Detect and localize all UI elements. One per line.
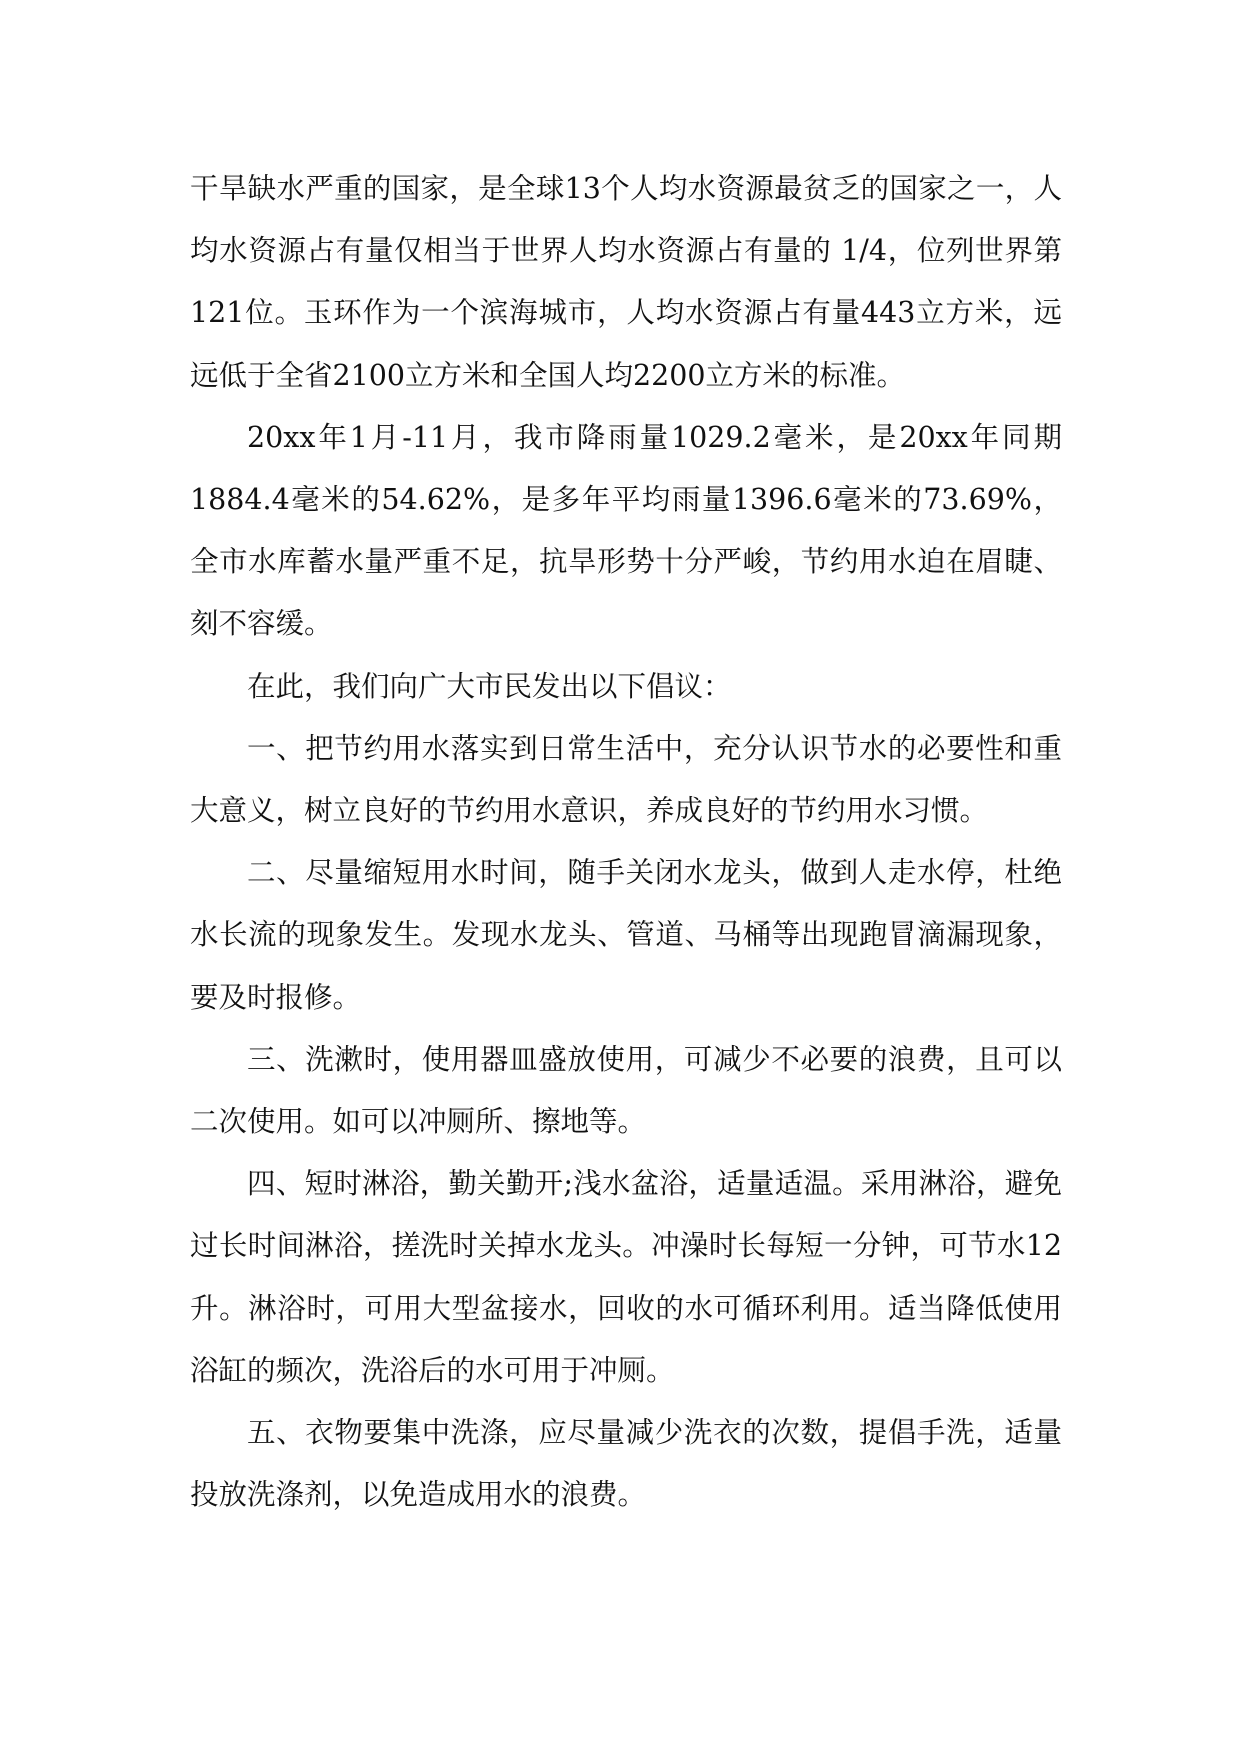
document-body bbox=[190, 158, 1062, 1526]
paragraph-item-2: 二、尽量缩短用水时间，随手关闭水龙头，做到人走水停，杜绝水长流的现象发生。发现水龙头、管道、马桶等出现跑冒滴漏现象，要及时报修。 bbox=[190, 856, 1062, 1014]
paragraph-item-1: 一、把节约用水落实到日常生活中，充分认识节水的必要性和重大意义，树立良好的节约用水意识，养成良好的节约用水习惯。 bbox=[190, 731, 1062, 828]
paragraph-item-5: 五、衣物要集中洗涤，应尽量减少洗衣的次数，提倡手洗，适量投放洗涤剂，以免造成用水的浪费。 bbox=[190, 1416, 1062, 1512]
paragraph-item-3: 三、洗漱时，使用器皿盛放使用，可减少不必要的浪费，且可以二次使用。如可以冲厕所、擦地等。 bbox=[190, 1042, 1062, 1139]
paragraph-water-scarcity: 干旱缺水严重的国家，是全球13个人均水资源最贫乏的国家之一，人均水资源占有量仅相当于世界人均水资源占有量的 1/4，位列世界第121位。玉环作为一个滨海城市，人均水资源占有量443立方米，远远低于全省2100立方米和全国人均2200立方米的标准。 bbox=[190, 172, 1062, 392]
paragraph-proposal-intro: 在此，我们向广大市民发出以下倡议： bbox=[247, 669, 732, 703]
paragraph-rainfall-statistics: 20xx年1月-11月，我市降雨量1029.2毫米，是20xx年同期1884.4毫米的54.62%，是多年平均雨量1396.6毫米的73.69%，全市水库蓄水量严重不足，抗旱形势十分严峻，节约用水迫在眉睫、刻不容缓。 bbox=[190, 420, 1062, 641]
paragraph-item-4: 四、短时淋浴，勤关勤开;浅水盆浴，适量适温。采用淋浴，避免过长时间淋浴，搓洗时关掉水龙头。冲澡时长每短一分钟，可节水12升。淋浴时，可用大型盆接水，回收的水可循环利用。适当降低使用浴缸的频次，洗浴后的水可用于冲厕。 bbox=[190, 1167, 1062, 1387]
